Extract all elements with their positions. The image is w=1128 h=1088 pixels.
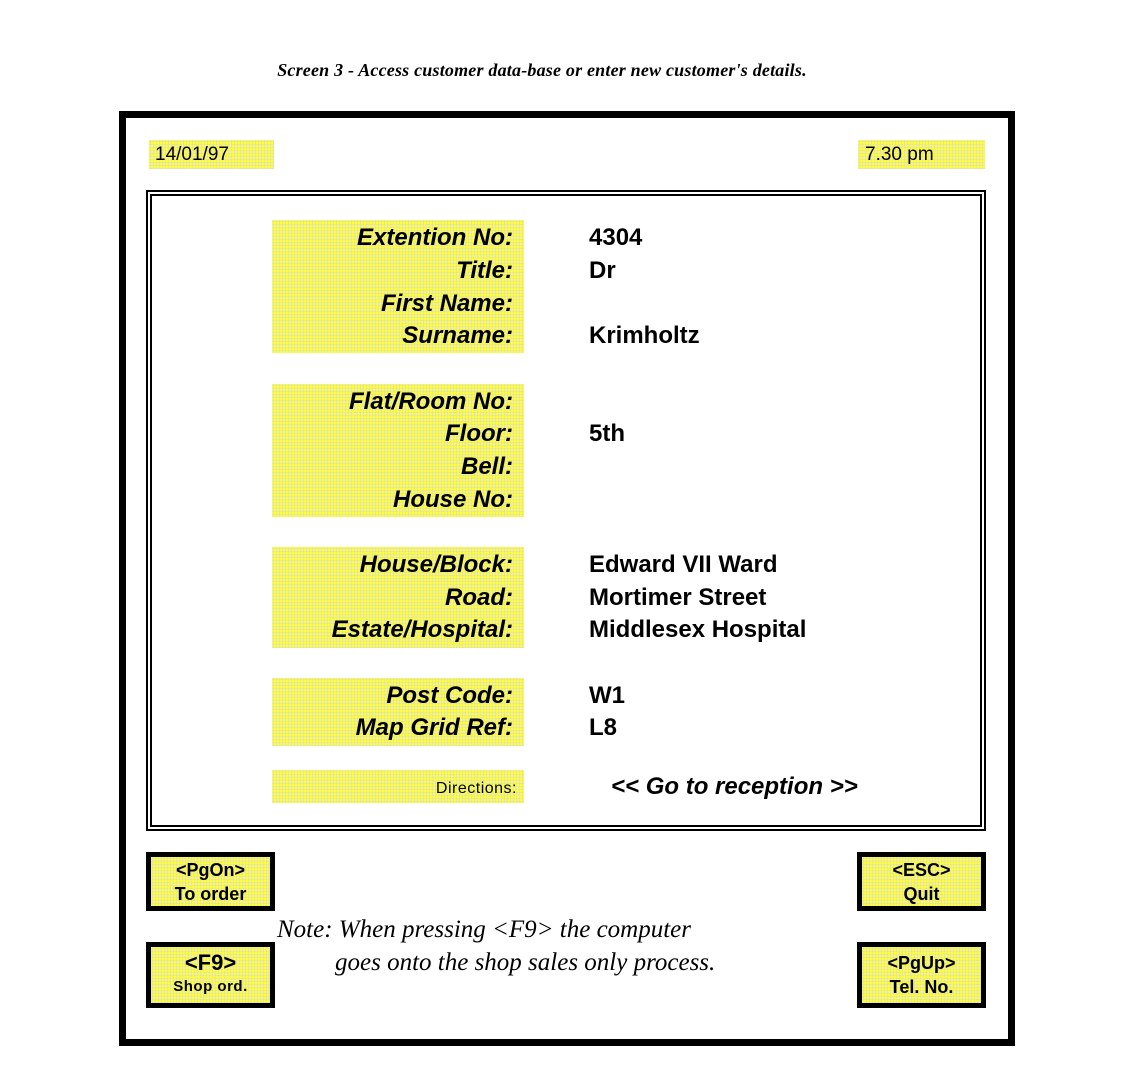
pgon-to-order-button[interactable] <box>146 852 275 911</box>
pgon-action-label: To order <box>174 884 247 904</box>
pgup-action-label: Tel. No. <box>889 977 954 997</box>
title-label: Title: <box>456 257 513 284</box>
title-value[interactable]: Dr <box>589 257 616 284</box>
note-line-2: goes onto the shop sales only process. <box>335 949 716 976</box>
bell-label: Bell: <box>460 453 513 480</box>
surname-label: Surname: <box>402 322 513 349</box>
esc-action-label: Quit <box>903 884 940 904</box>
directions-value: << Go to reception >> <box>611 773 858 800</box>
floor-label: Floor: <box>445 420 513 447</box>
f9-shop-order-button[interactable] <box>146 942 275 1008</box>
surname-value[interactable]: Krimholtz <box>589 322 700 349</box>
post-code-label: Post Code: <box>386 682 513 709</box>
screen-caption: Screen 3 - Access customer data-base or enter new customer's details. <box>277 60 807 80</box>
f9-key-label: <F9> <box>184 950 237 975</box>
house-no-label: House No: <box>393 486 513 513</box>
f9-action-label: Shop ord. <box>173 978 248 995</box>
extension-label: Extention No: <box>357 224 513 251</box>
esc-key-label: <ESC> <box>892 860 951 880</box>
estate-value[interactable]: Middlesex Hospital <box>589 616 807 643</box>
pgup-key-label: <PgUp> <box>887 953 956 973</box>
first-name-label: First Name: <box>380 290 513 317</box>
pgon-key-label: <PgOn> <box>175 860 246 880</box>
road-value[interactable]: Mortimer Street <box>589 584 767 611</box>
estate-label: Estate/Hospital: <box>331 616 513 643</box>
post-code-value[interactable]: W1 <box>589 682 625 709</box>
esc-quit-button[interactable] <box>857 852 986 911</box>
map-grid-ref-label: Map Grid Ref: <box>355 714 513 741</box>
directions-label: Directions: <box>435 780 517 797</box>
extension-value[interactable]: 4304 <box>589 224 643 251</box>
road-label: Road: <box>445 584 513 611</box>
floor-value[interactable]: 5th <box>589 420 625 447</box>
house-block-value[interactable]: Edward VII Ward <box>589 551 778 578</box>
date-display: 14/01/97 <box>149 140 274 169</box>
house-block-label: House/Block: <box>359 551 513 578</box>
note-line-1: Note: When pressing <F9> the computer <box>277 916 691 943</box>
time-display: 7.30 pm <box>858 140 985 169</box>
map-grid-ref-value[interactable]: L8 <box>589 714 618 741</box>
flat-room-label: Flat/Room No: <box>349 388 513 415</box>
pgup-tel-no-button[interactable] <box>857 942 986 1008</box>
